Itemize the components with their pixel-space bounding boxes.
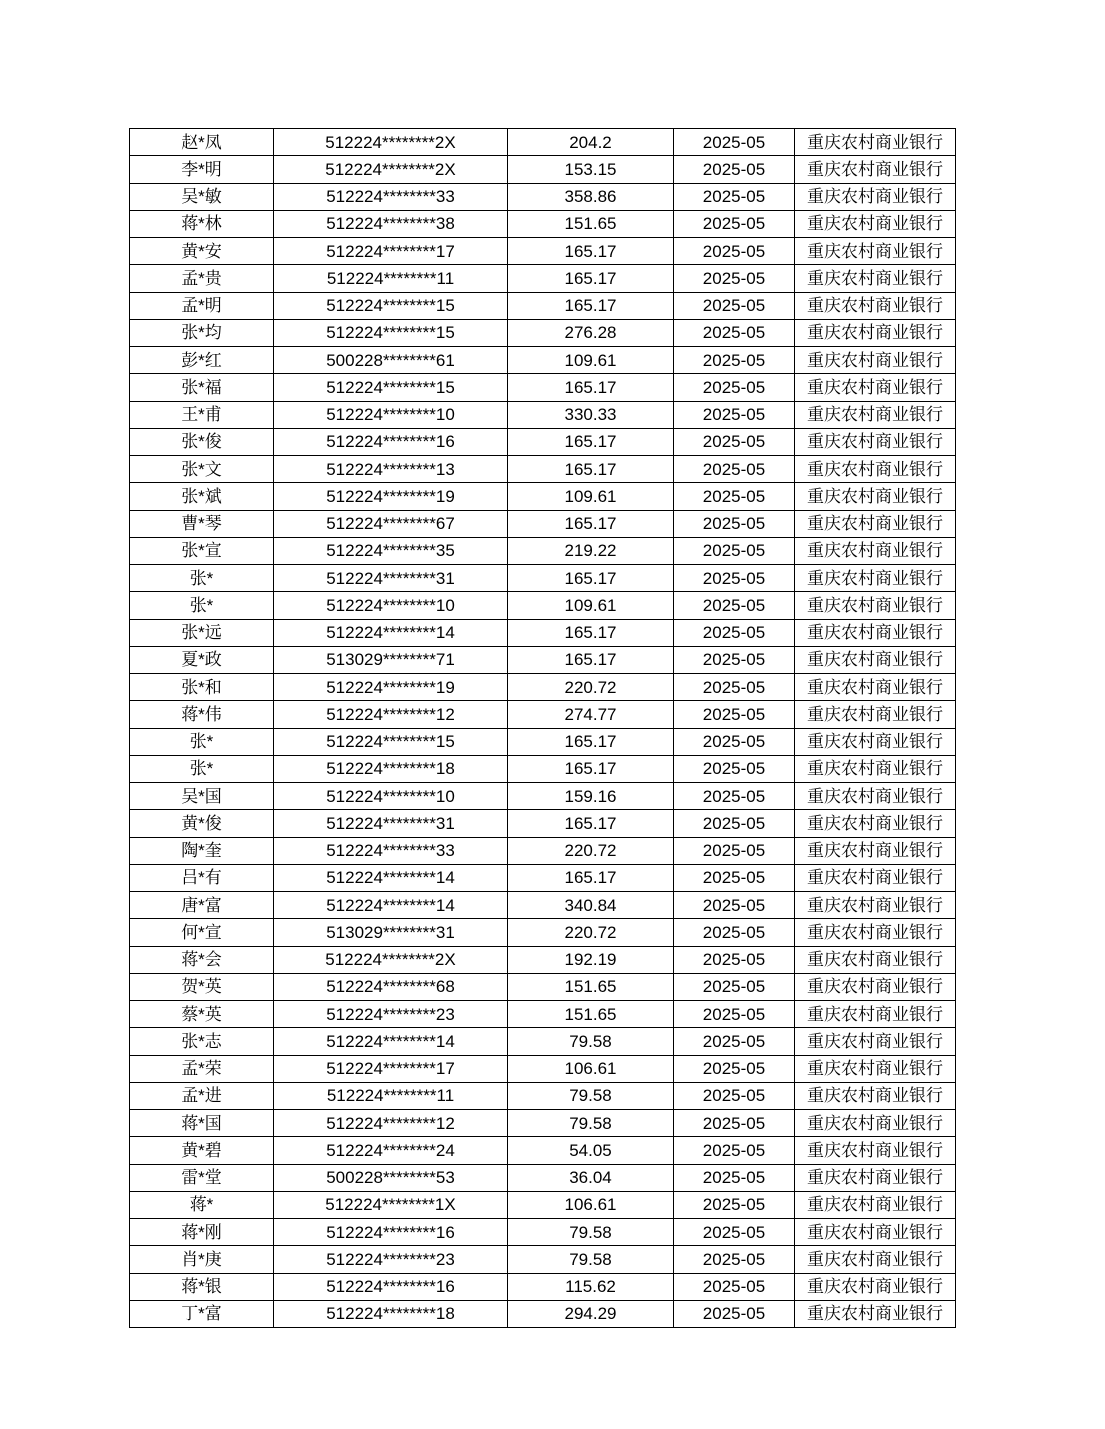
name-cell: 孟*明 [130, 292, 274, 319]
bank-cell: 重庆农村商业银行 [795, 1273, 956, 1300]
table-row [130, 1055, 956, 1082]
amount-cell: 220.72 [508, 837, 674, 864]
name-cell: 张*斌 [130, 483, 274, 510]
name-cell: 吕*有 [130, 864, 274, 891]
id-number-cell: 512224********15 [274, 292, 508, 319]
amount-cell: 79.58 [508, 1219, 674, 1246]
bank-cell: 重庆农村商业银行 [795, 537, 956, 564]
name-cell: 李*明 [130, 156, 274, 183]
id-number-cell: 512224********11 [274, 265, 508, 292]
table-row [130, 129, 956, 156]
month-cell: 2025-05 [674, 1219, 795, 1246]
name-cell: 蒋*银 [130, 1273, 274, 1300]
name-cell: 孟*贵 [130, 265, 274, 292]
month-cell: 2025-05 [674, 210, 795, 237]
name-cell: 雷*堂 [130, 1164, 274, 1191]
table-row [130, 1028, 956, 1055]
month-cell: 2025-05 [674, 701, 795, 728]
id-number-cell: 512224********2X [274, 129, 508, 156]
payment-table-body [130, 129, 956, 1328]
table-row [130, 946, 956, 973]
amount-cell: 165.17 [508, 510, 674, 537]
month-cell: 2025-05 [674, 374, 795, 401]
bank-cell: 重庆农村商业银行 [795, 973, 956, 1000]
amount-cell: 165.17 [508, 619, 674, 646]
bank-cell: 重庆农村商业银行 [795, 428, 956, 455]
month-cell: 2025-05 [674, 456, 795, 483]
month-cell: 2025-05 [674, 265, 795, 292]
amount-cell: 165.17 [508, 238, 674, 265]
month-cell: 2025-05 [674, 810, 795, 837]
table-row [130, 183, 956, 210]
amount-cell: 109.61 [508, 592, 674, 619]
name-cell: 吴*国 [130, 783, 274, 810]
bank-cell: 重庆农村商业银行 [795, 401, 956, 428]
id-number-cell: 512224********19 [274, 483, 508, 510]
name-cell: 王*甫 [130, 401, 274, 428]
id-number-cell: 512224********15 [274, 728, 508, 755]
month-cell: 2025-05 [674, 1273, 795, 1300]
table-row [130, 592, 956, 619]
table-row [130, 1191, 956, 1218]
table-row [130, 347, 956, 374]
bank-cell: 重庆农村商业银行 [795, 783, 956, 810]
table-row [130, 565, 956, 592]
table-row [130, 1273, 956, 1300]
bank-cell: 重庆农村商业银行 [795, 1164, 956, 1191]
month-cell: 2025-05 [674, 537, 795, 564]
month-cell: 2025-05 [674, 1137, 795, 1164]
month-cell: 2025-05 [674, 973, 795, 1000]
month-cell: 2025-05 [674, 755, 795, 782]
id-number-cell: 512224********16 [274, 1273, 508, 1300]
table-row [130, 401, 956, 428]
amount-cell: 165.17 [508, 428, 674, 455]
amount-cell: 79.58 [508, 1082, 674, 1109]
month-cell: 2025-05 [674, 1300, 795, 1327]
id-number-cell: 512224********16 [274, 428, 508, 455]
amount-cell: 220.72 [508, 919, 674, 946]
amount-cell: 109.61 [508, 483, 674, 510]
amount-cell: 159.16 [508, 783, 674, 810]
id-number-cell: 512224********33 [274, 837, 508, 864]
name-cell: 肖*庚 [130, 1246, 274, 1273]
amount-cell: 165.17 [508, 292, 674, 319]
id-number-cell: 512224********18 [274, 755, 508, 782]
id-number-cell: 512224********68 [274, 973, 508, 1000]
bank-cell: 重庆农村商业银行 [795, 1001, 956, 1028]
table-row [130, 1001, 956, 1028]
table-row [130, 864, 956, 891]
id-number-cell: 512224********31 [274, 565, 508, 592]
month-cell: 2025-05 [674, 483, 795, 510]
id-number-cell: 512224********24 [274, 1137, 508, 1164]
name-cell: 蒋*刚 [130, 1219, 274, 1246]
name-cell: 赵*凤 [130, 129, 274, 156]
name-cell: 蒋*国 [130, 1110, 274, 1137]
bank-cell: 重庆农村商业银行 [795, 1082, 956, 1109]
name-cell: 蒋*林 [130, 210, 274, 237]
amount-cell: 153.15 [508, 156, 674, 183]
amount-cell: 340.84 [508, 892, 674, 919]
name-cell: 陶*奎 [130, 837, 274, 864]
month-cell: 2025-05 [674, 619, 795, 646]
name-cell: 蒋*伟 [130, 701, 274, 728]
id-number-cell: 512224********67 [274, 510, 508, 537]
id-number-cell: 512224********35 [274, 537, 508, 564]
name-cell: 唐*富 [130, 892, 274, 919]
bank-cell: 重庆农村商业银行 [795, 456, 956, 483]
id-number-cell: 512224********14 [274, 864, 508, 891]
name-cell: 吴*敏 [130, 183, 274, 210]
bank-cell: 重庆农村商业银行 [795, 701, 956, 728]
bank-cell: 重庆农村商业银行 [795, 837, 956, 864]
amount-cell: 115.62 [508, 1273, 674, 1300]
id-number-cell: 512224********15 [274, 374, 508, 401]
table-row [130, 973, 956, 1000]
bank-cell: 重庆农村商业银行 [795, 319, 956, 346]
amount-cell: 165.17 [508, 646, 674, 673]
amount-cell: 192.19 [508, 946, 674, 973]
id-number-cell: 500228********53 [274, 1164, 508, 1191]
table-row [130, 837, 956, 864]
bank-cell: 重庆农村商业银行 [795, 619, 956, 646]
bank-cell: 重庆农村商业银行 [795, 1137, 956, 1164]
month-cell: 2025-05 [674, 674, 795, 701]
table-row [130, 1164, 956, 1191]
table-row [130, 374, 956, 401]
month-cell: 2025-05 [674, 837, 795, 864]
name-cell: 张*远 [130, 619, 274, 646]
table-row [130, 292, 956, 319]
month-cell: 2025-05 [674, 1055, 795, 1082]
name-cell: 黄*俊 [130, 810, 274, 837]
month-cell: 2025-05 [674, 428, 795, 455]
table-row [130, 701, 956, 728]
name-cell: 孟*进 [130, 1082, 274, 1109]
amount-cell: 165.17 [508, 565, 674, 592]
id-number-cell: 500228********61 [274, 347, 508, 374]
name-cell: 蒋*会 [130, 946, 274, 973]
table-row [130, 319, 956, 346]
table-row [130, 238, 956, 265]
id-number-cell: 512224********10 [274, 401, 508, 428]
amount-cell: 219.22 [508, 537, 674, 564]
bank-cell: 重庆农村商业银行 [795, 129, 956, 156]
id-number-cell: 512224********17 [274, 1055, 508, 1082]
name-cell: 张*宣 [130, 537, 274, 564]
name-cell: 黄*安 [130, 238, 274, 265]
name-cell: 蒋* [130, 1191, 274, 1218]
bank-cell: 重庆农村商业银行 [795, 210, 956, 237]
name-cell: 张*福 [130, 374, 274, 401]
id-number-cell: 512224********31 [274, 810, 508, 837]
table-row [130, 210, 956, 237]
table-row [130, 537, 956, 564]
bank-cell: 重庆农村商业银行 [795, 156, 956, 183]
id-number-cell: 512224********17 [274, 238, 508, 265]
bank-cell: 重庆农村商业银行 [795, 755, 956, 782]
month-cell: 2025-05 [674, 946, 795, 973]
table-row [130, 456, 956, 483]
amount-cell: 204.2 [508, 129, 674, 156]
table-row [130, 483, 956, 510]
bank-cell: 重庆农村商业银行 [795, 347, 956, 374]
table-row [130, 156, 956, 183]
amount-cell: 36.04 [508, 1164, 674, 1191]
amount-cell: 54.05 [508, 1137, 674, 1164]
amount-cell: 276.28 [508, 319, 674, 346]
name-cell: 张*文 [130, 456, 274, 483]
id-number-cell: 512224********2X [274, 156, 508, 183]
name-cell: 贺*英 [130, 973, 274, 1000]
table-row [130, 1246, 956, 1273]
month-cell: 2025-05 [674, 1028, 795, 1055]
id-number-cell: 512224********11 [274, 1082, 508, 1109]
payment-table [129, 128, 956, 1328]
id-number-cell: 512224********23 [274, 1246, 508, 1273]
amount-cell: 330.33 [508, 401, 674, 428]
name-cell: 丁*富 [130, 1300, 274, 1327]
amount-cell: 165.17 [508, 456, 674, 483]
id-number-cell: 512224********33 [274, 183, 508, 210]
month-cell: 2025-05 [674, 592, 795, 619]
month-cell: 2025-05 [674, 565, 795, 592]
bank-cell: 重庆农村商业银行 [795, 374, 956, 401]
bank-cell: 重庆农村商业银行 [795, 1110, 956, 1137]
id-number-cell: 512224********10 [274, 783, 508, 810]
id-number-cell: 512224********14 [274, 619, 508, 646]
bank-cell: 重庆农村商业银行 [795, 674, 956, 701]
amount-cell: 106.61 [508, 1055, 674, 1082]
month-cell: 2025-05 [674, 646, 795, 673]
name-cell: 曹*琴 [130, 510, 274, 537]
amount-cell: 151.65 [508, 1001, 674, 1028]
name-cell: 彭*红 [130, 347, 274, 374]
month-cell: 2025-05 [674, 292, 795, 319]
table-row [130, 510, 956, 537]
id-number-cell: 512224********13 [274, 456, 508, 483]
amount-cell: 109.61 [508, 347, 674, 374]
table-row [130, 674, 956, 701]
month-cell: 2025-05 [674, 183, 795, 210]
amount-cell: 151.65 [508, 973, 674, 1000]
month-cell: 2025-05 [674, 892, 795, 919]
id-number-cell: 512224********10 [274, 592, 508, 619]
month-cell: 2025-05 [674, 510, 795, 537]
month-cell: 2025-05 [674, 1082, 795, 1109]
id-number-cell: 513029********31 [274, 919, 508, 946]
amount-cell: 165.17 [508, 728, 674, 755]
month-cell: 2025-05 [674, 129, 795, 156]
id-number-cell: 512224********23 [274, 1001, 508, 1028]
table-row [130, 1300, 956, 1327]
amount-cell: 165.17 [508, 864, 674, 891]
name-cell: 张*均 [130, 319, 274, 346]
id-number-cell: 512224********16 [274, 1219, 508, 1246]
table-row [130, 1082, 956, 1109]
month-cell: 2025-05 [674, 401, 795, 428]
table-row [130, 755, 956, 782]
month-cell: 2025-05 [674, 864, 795, 891]
id-number-cell: 512224********18 [274, 1300, 508, 1327]
amount-cell: 358.86 [508, 183, 674, 210]
bank-cell: 重庆农村商业银行 [795, 892, 956, 919]
id-number-cell: 512224********14 [274, 1028, 508, 1055]
id-number-cell: 513029********71 [274, 646, 508, 673]
name-cell: 蔡*英 [130, 1001, 274, 1028]
name-cell: 张* [130, 728, 274, 755]
month-cell: 2025-05 [674, 1164, 795, 1191]
bank-cell: 重庆农村商业银行 [795, 483, 956, 510]
month-cell: 2025-05 [674, 1246, 795, 1273]
bank-cell: 重庆农村商业银行 [795, 1055, 956, 1082]
month-cell: 2025-05 [674, 919, 795, 946]
amount-cell: 165.17 [508, 755, 674, 782]
month-cell: 2025-05 [674, 347, 795, 374]
bank-cell: 重庆农村商业银行 [795, 946, 956, 973]
id-number-cell: 512224********2X [274, 946, 508, 973]
amount-cell: 165.17 [508, 374, 674, 401]
amount-cell: 220.72 [508, 674, 674, 701]
name-cell: 张*志 [130, 1028, 274, 1055]
bank-cell: 重庆农村商业银行 [795, 864, 956, 891]
amount-cell: 106.61 [508, 1191, 674, 1218]
month-cell: 2025-05 [674, 319, 795, 346]
table-row [130, 646, 956, 673]
amount-cell: 79.58 [508, 1110, 674, 1137]
amount-cell: 165.17 [508, 265, 674, 292]
bank-cell: 重庆农村商业银行 [795, 810, 956, 837]
bank-cell: 重庆农村商业银行 [795, 728, 956, 755]
bank-cell: 重庆农村商业银行 [795, 592, 956, 619]
amount-cell: 274.77 [508, 701, 674, 728]
id-number-cell: 512224********12 [274, 701, 508, 728]
table-row [130, 1110, 956, 1137]
table-row [130, 728, 956, 755]
id-number-cell: 512224********19 [274, 674, 508, 701]
table-row [130, 619, 956, 646]
table-row [130, 783, 956, 810]
bank-cell: 重庆农村商业银行 [795, 183, 956, 210]
bank-cell: 重庆农村商业银行 [795, 238, 956, 265]
name-cell: 夏*政 [130, 646, 274, 673]
name-cell: 黄*碧 [130, 1137, 274, 1164]
id-number-cell: 512224********12 [274, 1110, 508, 1137]
bank-cell: 重庆农村商业银行 [795, 919, 956, 946]
amount-cell: 294.29 [508, 1300, 674, 1327]
month-cell: 2025-05 [674, 1110, 795, 1137]
table-row [130, 810, 956, 837]
month-cell: 2025-05 [674, 238, 795, 265]
id-number-cell: 512224********38 [274, 210, 508, 237]
bank-cell: 重庆农村商业银行 [795, 292, 956, 319]
name-cell: 张* [130, 592, 274, 619]
name-cell: 张*俊 [130, 428, 274, 455]
month-cell: 2025-05 [674, 1001, 795, 1028]
bank-cell: 重庆农村商业银行 [795, 646, 956, 673]
bank-cell: 重庆农村商业银行 [795, 510, 956, 537]
bank-cell: 重庆农村商业银行 [795, 1300, 956, 1327]
amount-cell: 151.65 [508, 210, 674, 237]
name-cell: 张* [130, 755, 274, 782]
table-row [130, 1137, 956, 1164]
bank-cell: 重庆农村商业银行 [795, 265, 956, 292]
table-row [130, 428, 956, 455]
bank-cell: 重庆农村商业银行 [795, 565, 956, 592]
bank-cell: 重庆农村商业银行 [795, 1191, 956, 1218]
name-cell: 张* [130, 565, 274, 592]
id-number-cell: 512224********14 [274, 892, 508, 919]
name-cell: 张*和 [130, 674, 274, 701]
amount-cell: 79.58 [508, 1246, 674, 1273]
amount-cell: 79.58 [508, 1028, 674, 1055]
month-cell: 2025-05 [674, 783, 795, 810]
month-cell: 2025-05 [674, 728, 795, 755]
bank-cell: 重庆农村商业银行 [795, 1219, 956, 1246]
name-cell: 何*宣 [130, 919, 274, 946]
table-row [130, 265, 956, 292]
id-number-cell: 512224********15 [274, 319, 508, 346]
table-row [130, 892, 956, 919]
bank-cell: 重庆农村商业银行 [795, 1028, 956, 1055]
name-cell: 孟*荣 [130, 1055, 274, 1082]
table-row [130, 1219, 956, 1246]
month-cell: 2025-05 [674, 1191, 795, 1218]
month-cell: 2025-05 [674, 156, 795, 183]
bank-cell: 重庆农村商业银行 [795, 1246, 956, 1273]
table-row [130, 919, 956, 946]
id-number-cell: 512224********1X [274, 1191, 508, 1218]
amount-cell: 165.17 [508, 810, 674, 837]
